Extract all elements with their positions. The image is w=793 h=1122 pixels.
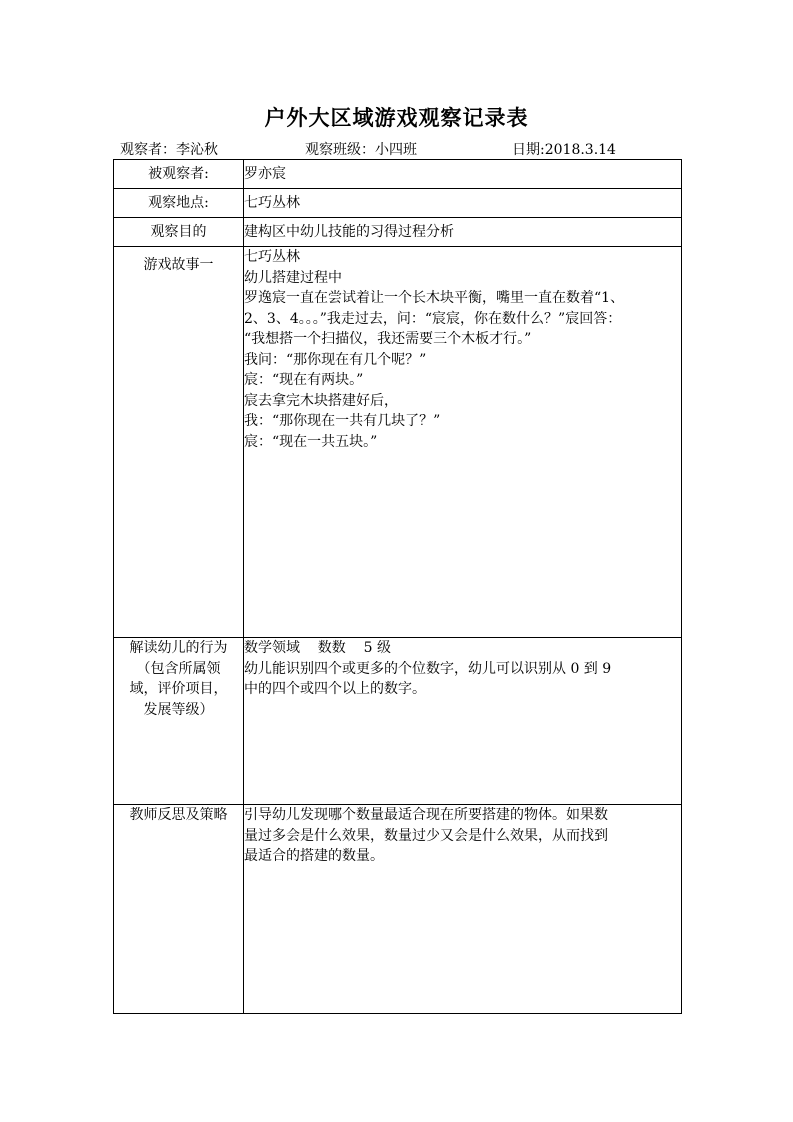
analysis-content xyxy=(244,638,682,805)
story-line: 罗逸宸一直在尝试着让一个长木块平衡，嘴里一直在数着“1、 xyxy=(244,290,625,306)
analysis-label xyxy=(114,638,244,805)
observed-child-label: 被观察者: xyxy=(114,160,244,189)
table-row-story xyxy=(114,247,682,638)
observed-child-value: 罗亦宸 xyxy=(244,160,682,189)
table-row-analysis xyxy=(114,638,682,805)
analysis-line: 数学领域 数数 5 级 xyxy=(244,640,391,656)
analysis-line: 中的四个或四个以上的数字。 xyxy=(244,681,426,697)
analysis-label-line: 发展等级） xyxy=(143,701,214,718)
reflection-content xyxy=(244,805,682,1014)
analysis-label-line: 域，评价项目， xyxy=(129,681,228,697)
reflection-line: 引导幼儿发现哪个数量最适合现在所要搭建的物体。如果数 xyxy=(244,807,608,823)
reflection-label: 教师反思及策略 xyxy=(114,805,244,1014)
purpose-value: 建构区中幼儿技能的习得过程分析 xyxy=(244,218,682,247)
reflection-line: 最适合的搭建的数量。 xyxy=(244,848,384,864)
purpose-label: 观察目的 xyxy=(114,218,244,247)
location-label: 观察地点: xyxy=(114,189,244,218)
table-row-reflection xyxy=(114,805,682,1014)
analysis-label-line: 解读幼儿的行为 xyxy=(129,640,228,656)
analysis-line: 幼儿能识别四个或更多的个位数字，幼儿可以识别从 0 到 9 xyxy=(244,660,612,677)
story-line: “我想搭一个扫描仪，我还需要三个木板才行。” xyxy=(244,331,532,347)
story-line: 幼儿搭建过程中 xyxy=(244,269,342,286)
page-title: 户外大区域游戏观察记录表 xyxy=(264,105,529,130)
observer-field: 观察者：李沁秋 xyxy=(120,142,218,158)
story-line: 2、3、4。。。”我走过去，问：“宸宸，你在数什么？”宸回答： xyxy=(244,310,622,327)
date-field: 日期:2018.3.14 xyxy=(512,142,616,158)
story-line: 我：“那你现在一共有几块了？” xyxy=(244,413,441,429)
class-field: 观察班级：小四班 xyxy=(305,142,417,158)
story-line: 宸去拿完木块搭建好后， xyxy=(244,392,398,409)
table-row-purpose xyxy=(114,218,682,247)
story-line: 七巧丛林 xyxy=(244,249,300,265)
table-row-location xyxy=(114,189,682,218)
observation-record-table xyxy=(113,159,682,1014)
story-line: 宸：“现在有两块。” xyxy=(244,372,364,388)
location-value: 七巧丛林 xyxy=(244,189,682,218)
story-content xyxy=(244,247,682,638)
story-line: 我问：“那你现在有几个呢？” xyxy=(244,351,427,368)
story-line: 宸：“现在一共五块。” xyxy=(244,433,378,450)
reflection-line: 量过多会是什么效果，数量过少又会是什么效果，从而找到 xyxy=(244,827,608,844)
table-row-observed-child xyxy=(114,160,682,189)
analysis-label-line: （包含所属领 xyxy=(136,660,221,677)
story-label: 游戏故事一 xyxy=(114,247,244,638)
